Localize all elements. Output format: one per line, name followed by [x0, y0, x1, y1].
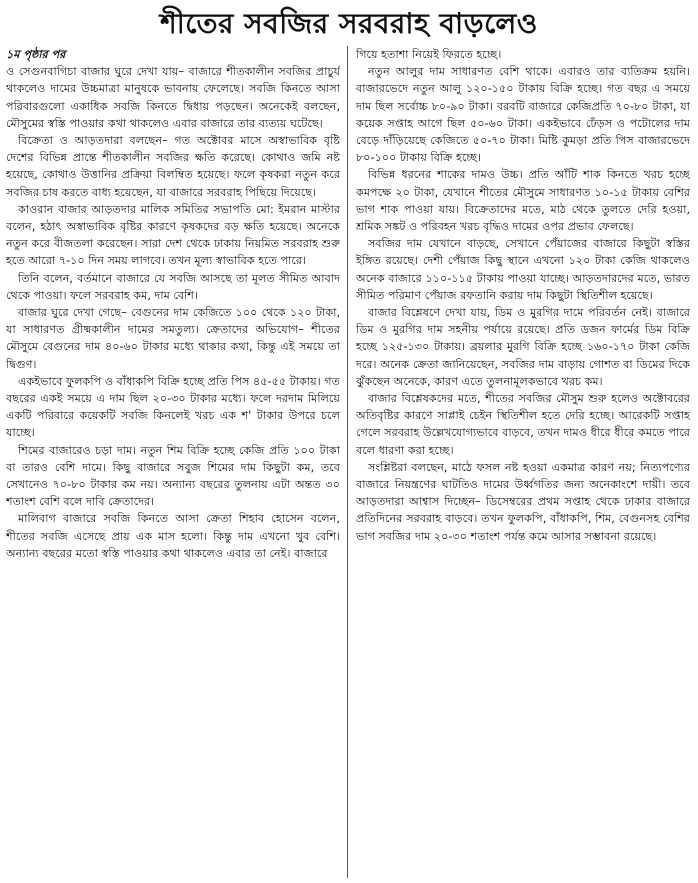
- article-headline: শীতের সবজির সরবরাহ বাড়লেও: [160, 7, 538, 40]
- article-paragraph: একইভাবে ফুলকপি ও বাঁধাকপি বিক্রি হচ্ছে প্রতি পিস ৪৫-৫৫ টাকায়। গত বছরের একই সময়ে এ দাম ছিল ২০-৩০ টাকার মধ্যে। ফলে দরদাম মিলিয়ে একটি পরিবারে কয়েকটি সবজি কিনলেই খরচ এক শ' টাকার উপরে চলে যাচ্ছে।: [6, 374, 340, 440]
- article-paragraph: [6, 46, 340, 63]
- jump-label: ১ম পৃষ্ঠার পর: [6, 48, 66, 61]
- article-paragraph: ও সেগুনবাগিচা বাজার ঘুরে দেখা যায়– বাজারে শীতকালীন সবজির প্রাচুর্য থাকলেও দামের উচ্চমাত্রা মানুষকে ভাবনায় ফেলেছে। সবজি কিনতে আসা পরিবারগুলো একাধিক সবজি কিনতে দ্বিধায় পড়ছেন। অনেকেই বলছেন, মৌসুমের স্বস্তি পাওয়ার কথা থাকলেও এবার বাজারে তার ব্যত্যয় ঘটেছে।: [6, 65, 340, 130]
- article-paragraph: নতুন আলুর দাম সাধারণত বেশি থাকে। এবারও তার ব্যতিক্রম হয়নি। বাজারভেদে নতুন আলু ১২০-১৫০ টাকায় বিক্রি হচ্ছে। গত বছর এ সময়ে দাম ছিল সর্বোচ্চ ৮০-৯০ টাকা। বরবটি বাজারে কেজিপ্রতি ৭০-৮০ টাকা, যা কয়েক সপ্তাহ আগে ছিল ৫০-৬০ টাকা। একইভাবে ঢেঁড়স ও পটোলের দাম বেড়ে দাঁড়িয়েছে কেজিতে ৫০-৭০ টাকা। মিষ্টি কুমড়া প্রতি পিস বাজারভেদে ৮০-১০০ টাকায় বিক্রি হচ্ছে।: [356, 65, 690, 165]
- article-paragraph: মালিবাগ বাজারে সবজি কিনতে আসা ক্রেতা শিহাব হোসেন বলেন, শীতের সবজি এসেছে প্রায় এক মাস হলো। কিন্তু দাম এখনো খুব বেশি। অন্যান্য বছরের মতো স্বস্তি পাওয়ার কথা থাকলেও এবার তা নেই। বাজারে: [6, 512, 340, 560]
- article-column-right: [356, 46, 690, 880]
- article-column-left: [6, 46, 340, 880]
- article-paragraph: সংশ্লিষ্টরা বলছেন, মাঠে ফসল নষ্ট হওয়া একমাত্র কারণ নয়; নিত্যপণ্যের বাজারে নিয়ন্ত্রণের ঘাটতিও দামের উর্ধ্বগতির জন্য অনেকাংশে দায়ী। তবে আড়তদারা আশ্বাস দিচ্ছেন– ডিসেম্বরের প্রথম সপ্তাহ থেকে ঢাকার বাজারে প্রতিদিনের সরবরাহ বাড়বে। তখন ফুলকপি, বাঁধাকপি, শিম, বেগুনসহ বেশির ভাগ সবজির দাম ২০-৩০ শতাংশ পর্যন্ত কমে আসার সম্ভাবনা রয়েছে।: [356, 460, 690, 543]
- article-paragraph: বাজার ঘুরে দেখা গেছে– বেগুনের দাম কেজিতে ১০০ থেকে ১২০ টাকা, যা সাধারণত গ্রীষ্মকালীন দামের সমতুল্য। ক্রেতাদের অভিযোগ– শীতের মৌসুমে বেগুনের দাম ৪০-৬০ টাকার মধ্যে থাকার কথা, কিন্তু এই সময়ে তা দ্বিগুণ।: [6, 306, 340, 371]
- article-paragraph: গিয়ে হতাশা নিয়েই ফিরতে হচ্ছে।: [356, 48, 502, 61]
- article-paragraph: কাওরান বাজার আড়তদার মালিক সমিতির সভাপতি মো: ইমরান মাস্টার বলেন, হঠাৎ অস্বাভাবিক বৃষ্টির কারণে কৃষকদের বড় ক্ষতি হয়েছে। অনেকে নতুন করে বীজতলা করেছেন। সারা দেশ থেকে ঢাকায় নিয়মিত সরবরাহ শুরু হতে আরো ৭-১০ দিন সময় লাগবে। তখন মূল্য স্বাভাবিক হতে পারে।: [6, 202, 340, 268]
- article-paragraph: বিক্রেতা ও আড়তদারা বলছেন– গত অক্টোবর মাসে অস্বাভাবিক বৃষ্টি দেশের বিভিন্ন প্রান্তে শীতকালীন সবজির ক্ষতি করেছে। কোথাও জমি নষ্ট হয়েছে, কোথাও উত্তানির প্রক্রিয়া বিলম্বিত হয়েছে। ফলে কৃষকরা নতুন করে সবজির চাষ করতে বাধ্য হয়েছেন, যা বাজারে সরবরাহ পিছিয়ে দিয়েছে।: [6, 134, 340, 199]
- article-paragraph: বাজার বিশ্লেষকদের মতে, শীতের সবজির মৌসুম শুরু হলেও অক্টোবরের অতিবৃষ্টির কারণে সাপ্লাই চেইন স্থিতিশীল হতে দেরি হচ্ছে। আরেকটি সপ্তাহ গেলে সরবরাহ উল্লেখযোগ্যভাবে বাড়বে, তখন দামও ধীরে ধীরে কমতে পারে বলে ধারণা করা হচ্ছে।: [356, 392, 690, 457]
- article-paragraph: বিভিন্ন ধরনের শাকের দামও উচ্চ। প্রতি আঁটি শাক কিনতে খরচ হচ্ছে কমপক্ষে ২০ টাকা, যেখানে শীতের মৌসুমে সাধারণত ১০-১৫ টাকায় বেশির ভাগ শাক পাওয়া যায়। বিক্রেতাদের মতে, মাঠ থেকে তুলতে দেরি হওয়া, শ্রমিক সঙ্কট ও পরিবহন খরচ বৃদ্ধিও দামের ওপর প্রভাব ফেলছে।: [356, 168, 690, 234]
- article-paragraph: তিনি বলেন, বর্তমানে বাজারে যে সবজি আসছে তা মূলত সীমিত আবাদ থেকে পাওয়া। ফলে সরবরাহ কম, দাম বেশি।: [6, 271, 340, 302]
- article-paragraph: সবজির দাম যেখানে বাড়ছে, সেখানে পেঁয়াজের বাজারে কিছুটা স্বস্তির ইঙ্গিত রয়েছে। দেশী পেঁয়াজ কিছু স্থানে এখনো ১২০ টাকা কেজি থাকলেও অনেক বাজারে ১১০-১১৫ টাকায় পাওয়া যাচ্ছে। আড়তদারদের মতে, ভারত সীমিত পরিমাণ পেঁয়াজ রফতানি করায় দাম কিছুটা স্থিতিশীল হয়েছে।: [356, 237, 690, 302]
- article-paragraph: শিমের বাজারেও চড়া দাম। নতুন শিম বিক্রি হচ্ছে কেজি প্রতি ১০০ টাকা বা তারও বেশি দামে। কিছু বাজারে সবুজ শিমের দাম কিছুটা কম, তবে সেখানেও ৭০-৮০ টাকার কম নয়। অন্যান্য বছরের তুলনায় এটা অন্তত ৩০ শতাংশ বেশি বলে দাবি ক্রেতাদের।: [6, 443, 340, 509]
- article-paragraph: বাজার বিশ্লেষণে দেখা যায়, ডিম ও মুরগির দামে পরিবর্তন নেই। বাজারে ডিম ও মুরগির দাম সহনীয় পর্যায়ে রয়েছে। প্রতি ডজন ফার্মের ডিম বিক্রি হচ্ছে ১২৫-১৩০ টাকায়। ব্রয়লার মুরগি বিক্রি হচ্ছে ১৬০-১৭০ টাকা কেজি দরে। অনেক ক্রেতা জানিয়েছেন, সবজির দাম বাড়ায় গোশত বা ডিমের দিকে ঝুঁকছেন অনেকে, কারণ এতে তুলনামূলকভাবে খরচ কম।: [356, 306, 690, 388]
- column-divider: [347, 46, 348, 878]
